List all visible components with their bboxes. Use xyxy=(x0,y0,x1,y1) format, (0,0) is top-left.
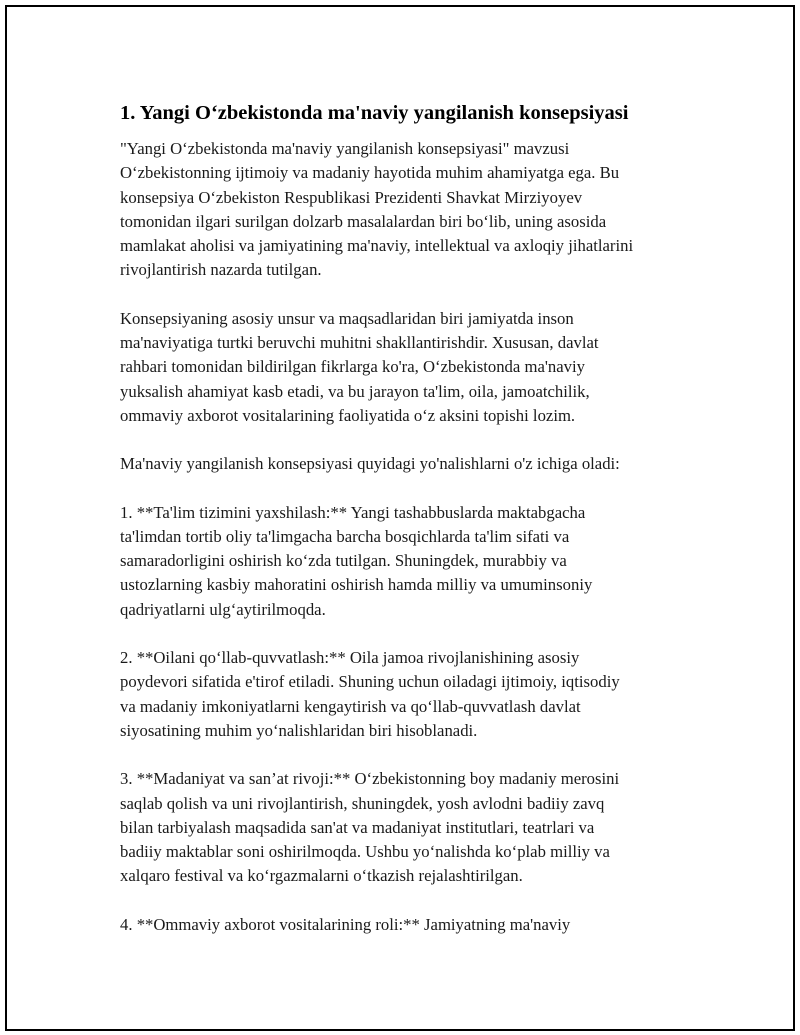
intro-paragraph: "Yangi O‘zbekistonda ma'naviy yangilanish konsepsiyasi" mavzusi O‘zbekistonning ijtimoiy va madaniy hayotida muhim ahamiyatga ega. Bu konsepsiya O‘zbekiston Respublikasi Prezidenti Shavkat Mirziyoyev tomonidan ilgari surilgan dolzarb masalalardan biri bo‘lib, uning asosida mamlakat aholisi va jamiyatining ma'naviy, intellektual va axloqiy jihatlarini rivojlantirish nazarda tutilgan. xyxy=(120,139,634,280)
direction-education-item: 1. **Ta'lim tizimini yaxshilash:** Yangi tashabbuslarda maktabgacha ta'limdan tortib oliy ta'limgacha barcha bosqichlarda ta'lim sifati va samaradorligini oshirish ko‘zda tutilgan. Shuningdek, murabbiy va ustozlarning kasbiy mahoratini oshirish hamda milliy va umuminsoniy qadriyatlarni ulg‘aytirilmoqda. xyxy=(120,502,593,619)
direction-family-item: 2. **Oilani qo‘llab-quvvatlash:** Oila jamoa rivojlanishining asosiy poydevori sifatida e'tirof etiladi. Shuning uchun oiladagi ijtimoiy, iqtisodiy va madaniy imkoniyatlarni kengaytirish va qo‘llab-quvvatlash davlat siyosatining muhim yo‘nalishlaridan biri hisoblanadi. xyxy=(120,648,620,740)
section-heading: 1. Yangi O‘zbekistonda ma'naviy yangilanish konsepsiyasi xyxy=(120,102,629,124)
direction-culture-item: 3. **Madaniyat va san’at rivoji:** O‘zbekistonning boy madaniy merosini saqlab qolish va uni rivojlantirish, shuningdek, yosh avlodni badiiy zavq bilan tarbiyalash maqsadida san'at va madaniyat institutlari, teatrlari va badiiy maktablar soni oshirilmoqda. Ushbu yo‘nalishda ko‘plab milliy va xalqaro festival va ko‘rgazmalarni o‘tkazish rejalashtirilgan. xyxy=(120,769,620,886)
direction-media-item: 4. **Ommaviy axborot vositalarining roli:** Jamiyatning ma'naviy xyxy=(120,914,571,934)
directions-intro-paragraph: Ma'naviy yangilanish konsepsiyasi quyidagi yo'nalishlarni o'z ichiga oladi: xyxy=(120,454,620,474)
page-frame xyxy=(5,5,795,1031)
document-body xyxy=(120,99,700,961)
concept-goals-paragraph: Konsepsiyaning asosiy unsur va maqsadlaridan biri jamiyatda inson ma'naviyatiga turtki beruvchi muhitni shakllantirishdir. Xususan, davlat rahbari tomonidan bildirilgan fikrlarga ko'ra, O‘zbekistonda ma'naviy yuksalish ahamiyat kasb etadi, va bu jarayon ta'lim, oila, jamoatchilik, ommaviy axborot vositalarining faoliyatida o‘z aksini topishi lozim. xyxy=(120,308,599,425)
